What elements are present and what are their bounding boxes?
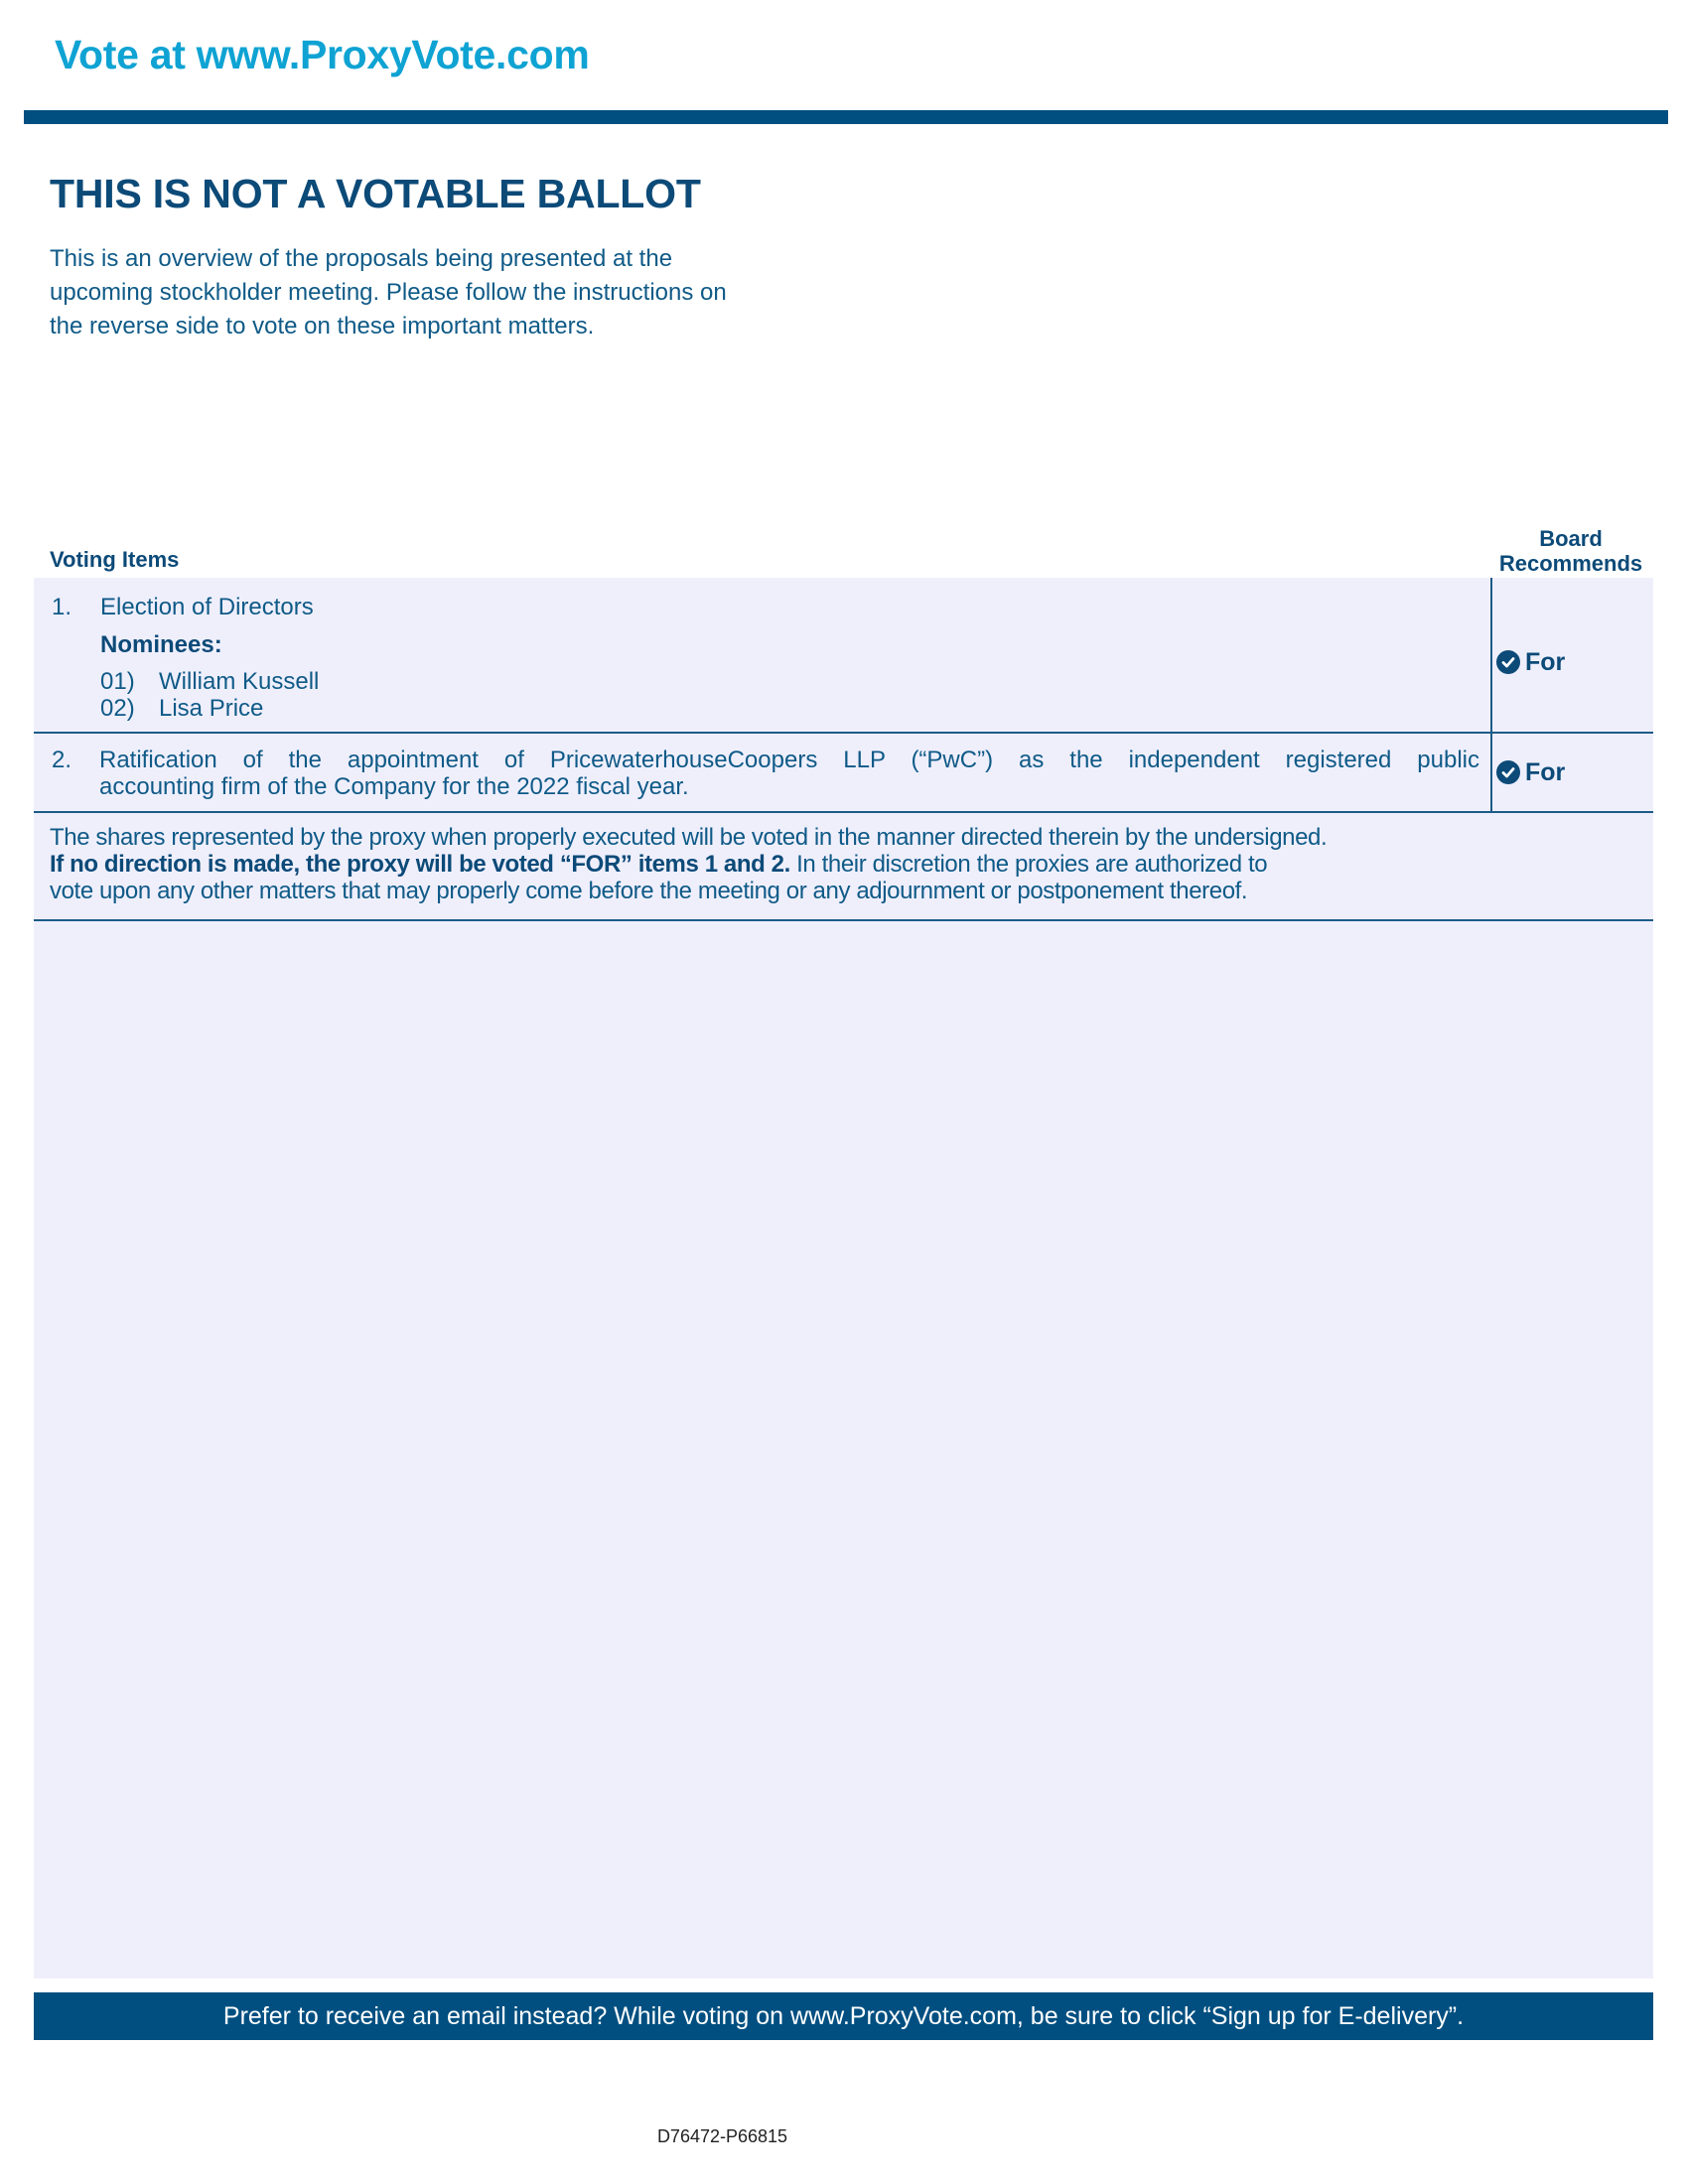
document-code: D76472-P66815 xyxy=(656,2126,788,2146)
note-line xyxy=(50,851,1479,878)
note-bold-text: If no direction is made, the proxy will be voted “FOR” items 1 and 2. xyxy=(50,851,790,878)
recommendation-label: For xyxy=(1525,758,1566,786)
check-circle-icon xyxy=(1496,650,1520,674)
intro-line: upcoming stockholder meeting. Please follow the instructions on xyxy=(50,279,727,306)
item-number: 2. xyxy=(52,747,72,773)
proxy-note xyxy=(50,824,1479,904)
board-recommendation xyxy=(1496,648,1565,676)
check-circle-icon xyxy=(1496,760,1520,784)
intro-paragraph xyxy=(50,242,844,343)
board-recommends-header-line: Recommends xyxy=(1498,551,1643,576)
row-divider xyxy=(34,811,1653,813)
item-text xyxy=(99,747,1479,800)
board-recommends-header-line: Board xyxy=(1539,526,1603,551)
page-title: THIS IS NOT A VOTABLE BALLOT xyxy=(50,171,701,216)
nominees-label: Nominees: xyxy=(100,631,222,658)
note-text: In their discretion the proxies are authorized to xyxy=(789,851,1268,878)
nominee-name: Lisa Price xyxy=(159,695,264,722)
board-recommendation xyxy=(1496,758,1565,786)
recommendation-label: For xyxy=(1525,648,1566,676)
nominee-number: 02) xyxy=(100,695,135,722)
column-divider xyxy=(1490,578,1492,813)
row-divider xyxy=(34,732,1653,734)
board-recommends-header xyxy=(1489,526,1652,576)
row-divider xyxy=(34,919,1653,921)
item-title: Election of Directors xyxy=(100,594,314,620)
header-divider-bar xyxy=(24,110,1668,124)
note-line: The shares represented by the proxy when properly executed will be voted in the manner directed therein by the undersigned. xyxy=(50,824,1328,851)
note-line: vote upon any other matters that may properly come before the meeting or any adjournment or postponement thereof. xyxy=(50,878,1248,904)
nominee-number: 01) xyxy=(100,668,135,695)
nominee-name: William Kussell xyxy=(159,668,320,695)
item-text-line: accounting firm of the Company for the 2022 fiscal year. xyxy=(99,773,689,800)
voting-items-header: Voting Items xyxy=(50,547,180,572)
intro-line: This is an overview of the proposals being presented at the xyxy=(50,245,673,272)
intro-line: the reverse side to vote on these important matters. xyxy=(50,313,595,340)
proxyvote-link[interactable]: Vote at www.ProxyVote.com xyxy=(55,32,590,77)
item-number: 1. xyxy=(52,594,72,620)
item-text-line: Ratification of the appointment of PricewaterhouseCoopers LLP (“PwC”) as the independent registered public xyxy=(99,747,1479,773)
e-delivery-banner: Prefer to receive an email instead? While voting on www.ProxyVote.com, be sure to click “Sign up for E-delivery”. xyxy=(34,1992,1653,2040)
